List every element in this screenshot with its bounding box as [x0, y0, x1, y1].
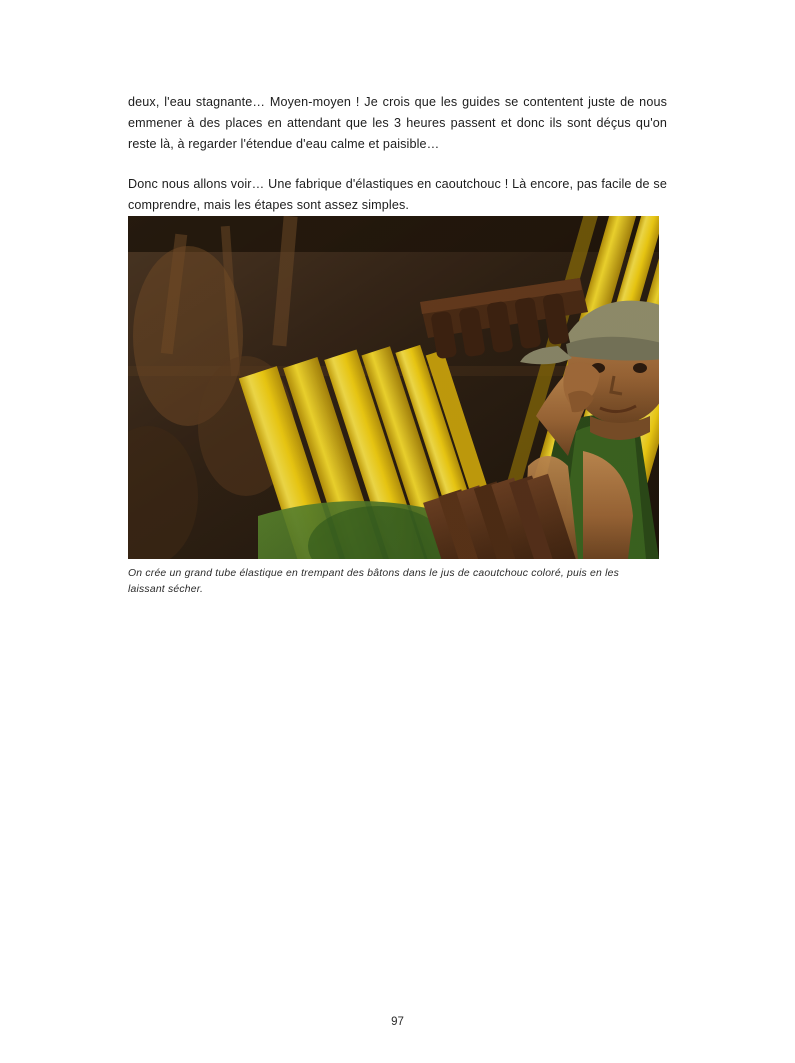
page-number: 97: [391, 1016, 404, 1028]
photo-rubber-worker: [128, 216, 659, 559]
paragraph-1: deux, l'eau stagnante… Moyen-moyen ! Je crois que les guides se contentent juste de nous emmener à des places en attendant que les 3 heures passent et donc ils sont déçus qu'on reste là, à regarder l'étendue d'eau calme et paisible…: [128, 95, 667, 151]
page-content: [128, 92, 667, 597]
paragraph-2: Donc nous allons voir… Une fabrique d'élastiques en caoutchouc ! Là encore, pas facile de se comprendre, mais les étapes sont assez simples.: [128, 177, 667, 212]
figure-rubber-factory: [128, 216, 659, 597]
figure-caption: On crée un grand tube élastique en trempant des bâtons dans le jus de caoutchouc coloré, puis en les laissant sécher.: [128, 568, 619, 595]
